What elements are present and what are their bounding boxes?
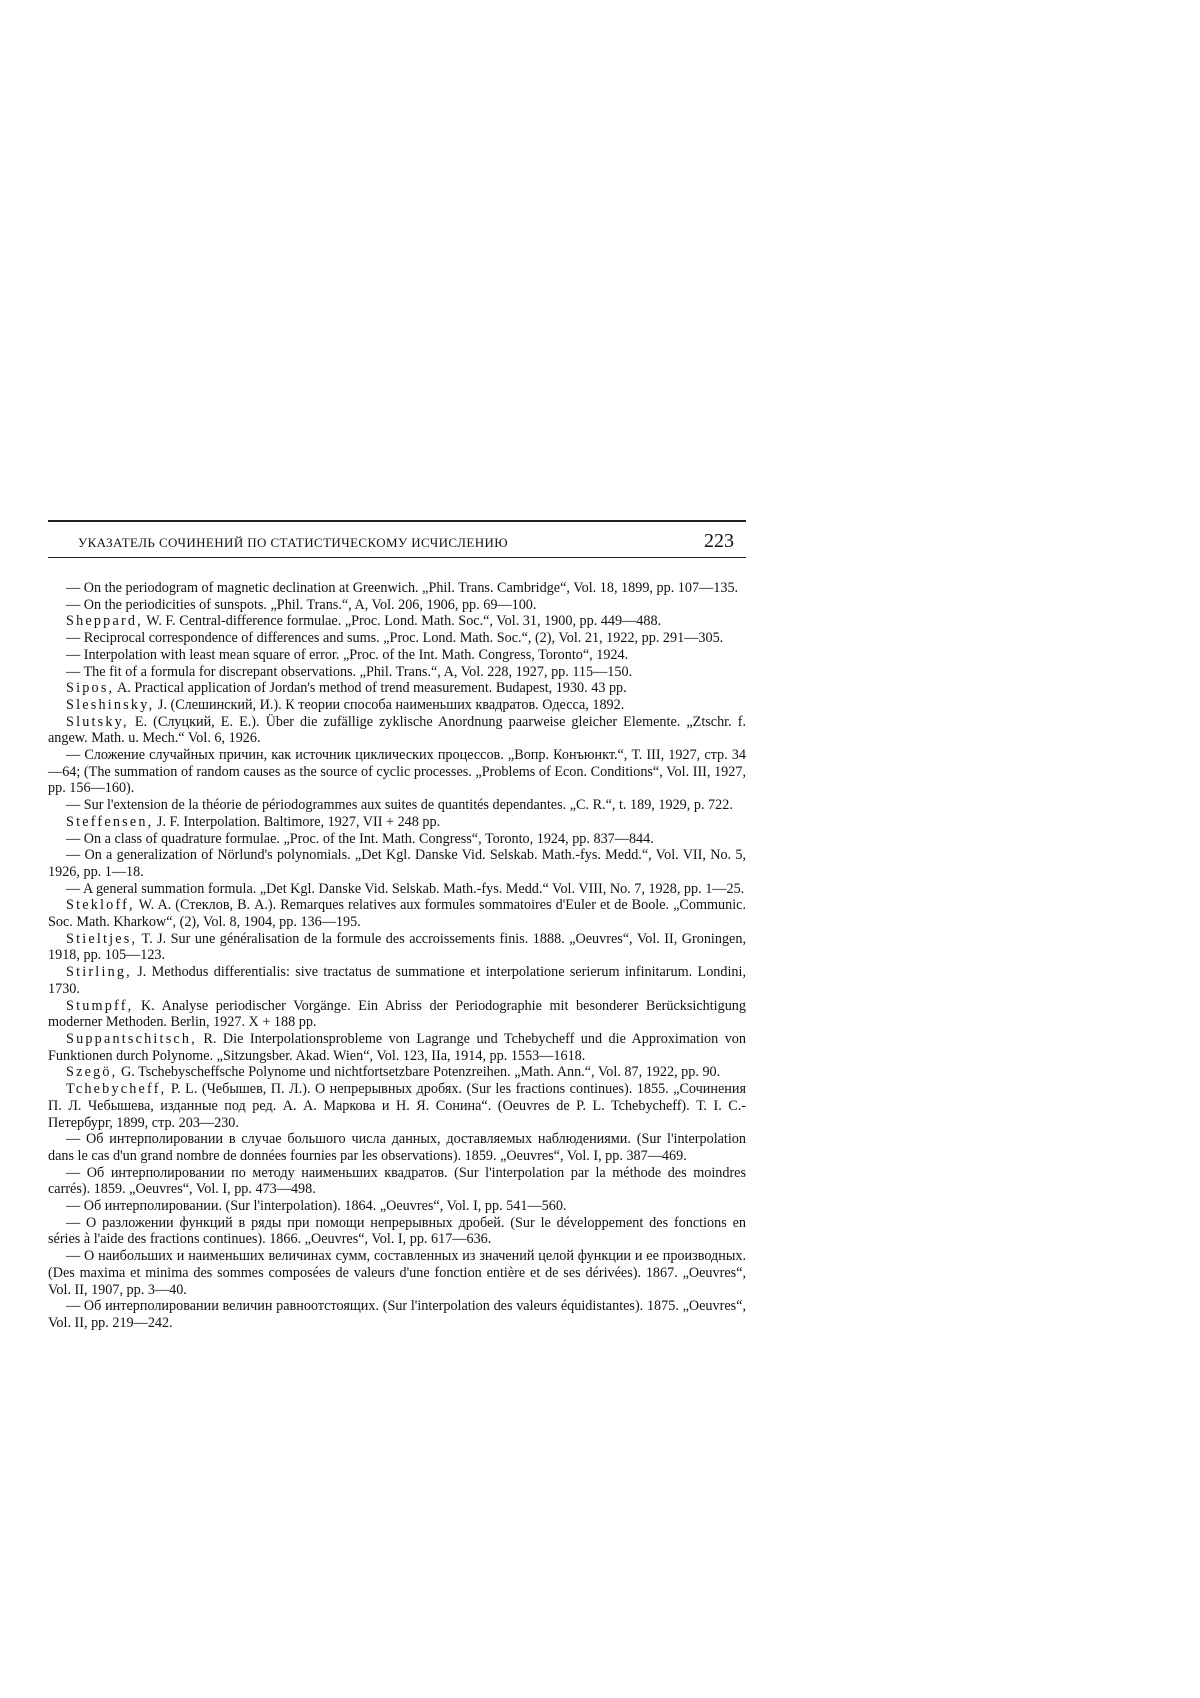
book-page — [48, 520, 746, 1332]
entry-text: — Об интерполировании в случае большого числа данных, доставляемых наблюдениями. (Sur l'interpolation dans le cas d'un grand nombre de données fournies par les observations). 1859. „Oeuvres“, Vol. I, pp. 387—469. — [48, 1131, 746, 1164]
bibliography-entry — [48, 747, 746, 797]
bibliography-entry — [48, 897, 746, 930]
entry-author: Stieltjes, — [66, 930, 138, 947]
entry-text: — A general summation formula. „Det Kgl. Danske Vid. Selskab. Math.-fys. Medd.“ Vol. VIII, No. 7, 1928, pp. 1—25. — [66, 880, 745, 897]
bibliography-entry — [48, 680, 746, 697]
bibliography-entry — [48, 630, 746, 647]
entry-author: Stirling, — [66, 964, 132, 981]
entry-text: J. F. Interpolation. Baltimore, 1927, VII + 248 pp. — [153, 813, 441, 830]
entry-text: — О разложении функций в ряды при помощи непрерывных дробей. (Sur le développement des fonctions en séries à l'aide des fractions continues). 1866. „Oeuvres“, Vol. I, pp. 617—636. — [48, 1214, 746, 1248]
header-bottom-rule — [48, 557, 746, 558]
entry-text: K. Analyse periodischer Vorgänge. Ein Abriss der Periodographie mit besonderer Berücksichtigung moderner Methoden. Berlin, 1927. X + 188 pp. — [48, 997, 746, 1031]
entry-text: — On a generalization of Nörlund's polynomials. „Det Kgl. Danske Vid. Selskab. Math.-fys. Medd.“, Vol. VII, No. 5, 1926, pp. 1—18. — [48, 847, 746, 880]
bibliography-entry — [48, 597, 746, 614]
entry-text: — On the periodogram of magnetic declination at Greenwich. „Phil. Trans. Cambridge“, Vol. 18, 1899, pp. 107—135. — [66, 580, 739, 596]
bibliography-entry — [48, 1081, 746, 1131]
bibliography-entry — [48, 1248, 746, 1298]
entry-author: Sipos, — [66, 680, 115, 697]
bibliography-entry — [48, 1198, 746, 1215]
entry-text: G. Tschebyscheffsche Polynome und nichtfortsetzbare Potenzreihen. „Math. Ann.“, Vol. 87, 1922, pp. 90. — [117, 1064, 721, 1081]
entry-text: J. Methodus differentialis: sive tractatus de summatione et interpolatione serierum infinitarum. Londini, 1730. — [48, 964, 746, 997]
bibliography-entry — [48, 831, 746, 848]
entry-author: Steffensen, — [66, 813, 154, 830]
entry-author: Sleshinsky, — [66, 696, 155, 713]
entry-author: Szegö, — [66, 1064, 118, 1081]
bibliography-entry — [48, 881, 746, 898]
entry-text: — Сложение случайных причин, как источник циклических процессов. „Вопр. Конъюнкт.“, Т. III, 1927, стр. 34—64; (The summation of random causes as the source of cyclic processes. „Problems of Econ. Conditions“, Vol. III, 1927, pp. 156—160). — [48, 747, 746, 797]
entry-text: J. (Слешинский, И.). К теории способа наименьших квадратов. Одесса, 1892. — [154, 696, 625, 713]
entry-text: — Reciprocal correspondence of differences and sums. „Proc. Lond. Math. Soc.“, (2), Vol. 21, 1922, pp. 291—305. — [66, 630, 724, 647]
entry-text: — Interpolation with least mean square of error. „Proc. of the Int. Math. Congress, Toronto“, 1924. — [66, 646, 629, 663]
bibliography-entry — [48, 814, 746, 831]
bibliography-entry — [48, 1165, 746, 1198]
bibliography-entry — [48, 580, 746, 597]
entry-text: — Об интерполировании по методу наименьших квадратов. (Sur l'interpolation par la méthode des moindres carrés). 1859. „Oeuvres“, Vol. I, pp. 473—498. — [48, 1164, 746, 1198]
entry-author: Stekloff, — [66, 897, 135, 914]
entry-text: A. Practical application of Jordan's method of trend measurement. Budapest, 1930. 43 pp. — [114, 680, 627, 697]
entry-text: — The fit of a formula for discrepant observations. „Phil. Trans.“, A, Vol. 228, 1927, pp. 115—150. — [66, 663, 633, 680]
entry-text: — О наибольших и наименьших величинах сумм, составленных из значений целой функции и ее производных. (Des maxima et minima des sommes composées de valeurs d'une fonction entière et de ses dérivées). 1867. „Oeuvres“, Vol. II, 1907, pp. 3—40. — [48, 1248, 746, 1298]
header-top-rule — [48, 520, 746, 522]
bibliography-entry — [48, 1131, 746, 1164]
entry-text: — On the periodicities of sunspots. „Phil. Trans.“, A, Vol. 206, 1906, pp. 69—100. — [66, 596, 537, 613]
running-header — [48, 530, 746, 553]
bibliography-entry — [48, 964, 746, 997]
entry-text: — On a class of quadrature formulae. „Proc. of the Int. Math. Congress“, Toronto, 1924, pp. 837—844. — [66, 830, 654, 847]
bibliography-entry — [48, 664, 746, 681]
entry-author: Suppantschitsch, — [66, 1030, 197, 1047]
bibliography-entry — [48, 1031, 746, 1064]
bibliography-entry — [48, 847, 746, 880]
bibliography-entry — [48, 613, 746, 630]
bibliography-entry — [48, 1298, 746, 1331]
entry-author: Tchebycheff, — [66, 1081, 167, 1098]
entry-text: — Sur l'extension de la théorie de périodogrammes aux suites de quantités dependantes. „C. R.“, t. 189, 1929, p. 722. — [66, 797, 733, 814]
page-number: 223 — [704, 530, 734, 552]
entry-author: Slutsky, — [66, 713, 129, 730]
bibliography-entry — [48, 714, 746, 747]
entry-text: — Об интерполировании величин равноотстоящих. (Sur l'interpolation des valeurs équidistantes). 1875. „Oeuvres“, Vol. II, pp. 219—242. — [48, 1298, 746, 1331]
bibliography-entry — [48, 1064, 746, 1081]
entry-text: T. J. Sur une généralisation de la formule des accroissements finis. 1888. „Oeuvres“, Vol. II, Groningen, 1918, pp. 105—123. — [48, 930, 746, 964]
bibliography-entry — [48, 797, 746, 814]
entry-text: — Об интерполировании. (Sur l'interpolation). 1864. „Oeuvres“, Vol. I, pp. 541—560. — [66, 1198, 567, 1215]
entry-text: W. A. (Стеклов, В. А.). Remarques relatives aux formules sommatoires d'Euler et de Boole. „Communic. Soc. Math. Kharkow“, (2), Vol. 8, 1904, pp. 136—195. — [48, 897, 746, 931]
entry-text: E. (Слуцкий, Е. Е.). Über die zufällige zyklische Anordnung paarweise gleicher Elemente. „Ztschr. f. angew. Math. u. Mech.“ Vol. 6, 1926. — [48, 713, 746, 747]
entry-author: Sheppard, — [66, 613, 143, 630]
bibliography-list — [48, 580, 746, 1332]
entry-text: P. L. (Чебышев, П. Л.). О непрерывных дробях. (Sur les fractions continues). 1855. „Сочинения П. Л. Чебышева, изданные под ред. А. А. Маркова и Н. Я. Сонина“. (Oeuvres de P. L. Tchebycheff). Т. I. С.-Петербург, 1899, стр. 203—230. — [48, 1081, 746, 1131]
bibliography-entry — [48, 647, 746, 664]
running-title: УКАЗАТЕЛЬ СОЧИНЕНИЙ ПО СТАТИСТИЧЕСКОМУ ИСЧИСЛЕНИЮ — [78, 535, 509, 550]
entry-author: Stumpff, — [66, 997, 134, 1014]
bibliography-entry — [48, 697, 746, 714]
entry-text: R. Die Interpolationsprobleme von Lagrange und Tchebycheff und die Approximation von Funktionen durch Polynome. „Sitzungsber. Akad. Wien“, Vol. 123, IIa, 1914, pp. 1553—1618. — [48, 1030, 746, 1064]
bibliography-entry — [48, 1215, 746, 1248]
bibliography-entry — [48, 931, 746, 964]
entry-text: W. F. Central-difference formulae. „Proc. Lond. Math. Soc.“, Vol. 31, 1900, pp. 449—488. — [142, 613, 662, 630]
bibliography-entry — [48, 998, 746, 1031]
